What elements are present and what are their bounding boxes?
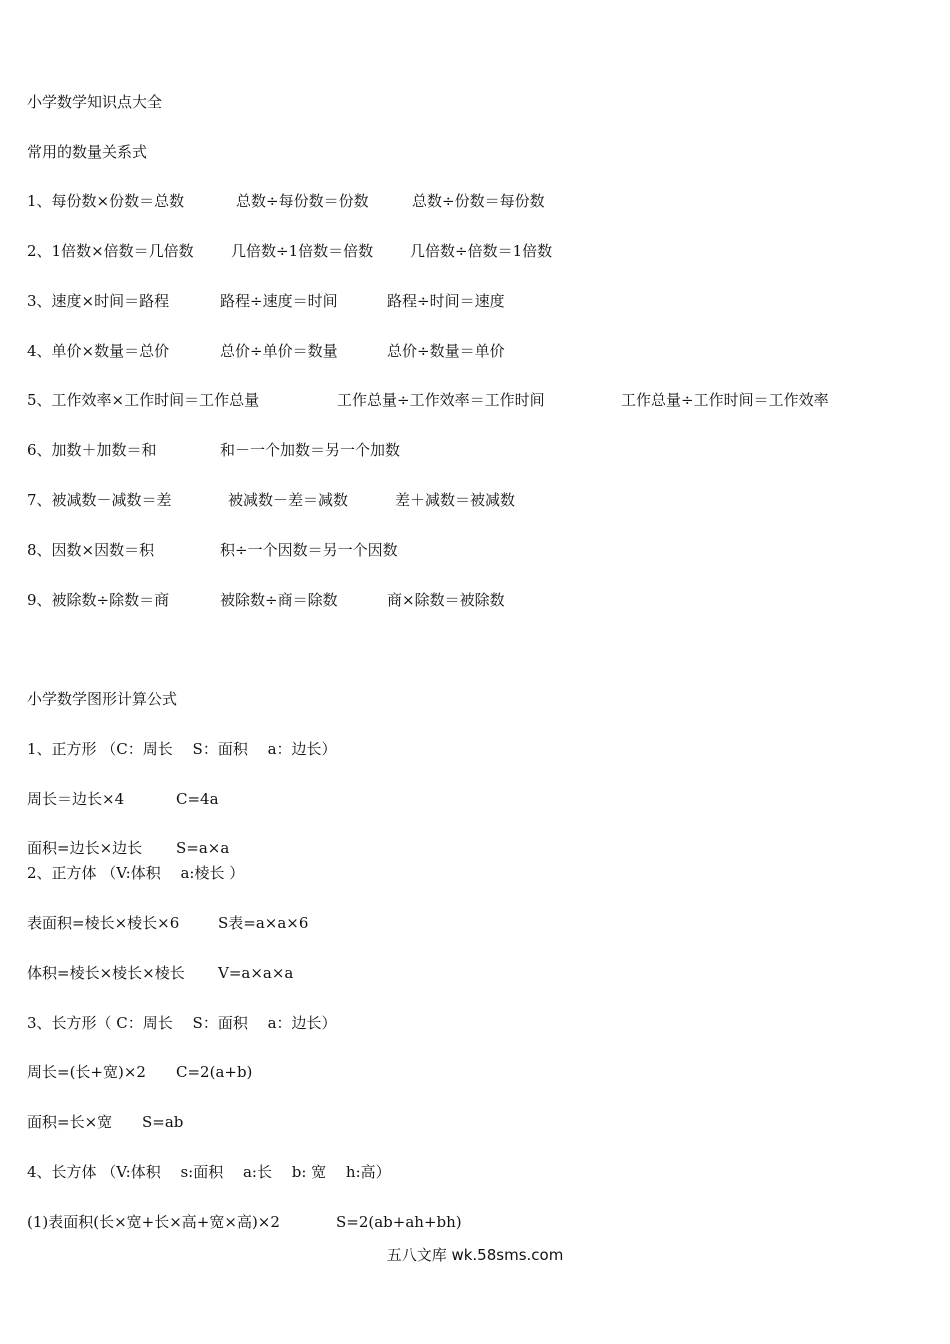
formula-symbolic: C=2(a+b) — [176, 1063, 253, 1081]
relation-formula: 总价÷数量＝单价 — [387, 342, 505, 360]
relation-formula: 5、工作效率×工作时间＝工作总量 — [27, 391, 260, 409]
relation-formula: 1、每份数×份数＝总数 — [27, 192, 185, 210]
relation-formula: 商×除数＝被除数 — [387, 591, 505, 609]
relation-formula: 8、因数×因数＝积 — [27, 541, 155, 559]
formula-text: 周长＝边长×4 — [27, 790, 125, 808]
cube-heading: 2、正方体 （V:体积 a:棱长 ） — [27, 864, 245, 882]
relation-formula: 被除数÷商＝除数 — [220, 591, 338, 609]
relation-formula: 7、被减数－减数＝差 — [27, 491, 172, 509]
formula-text: 体积=棱长×棱长×棱长 — [27, 964, 185, 982]
formula-symbolic: S=ab — [142, 1113, 184, 1131]
relation-formula: 路程÷速度＝时间 — [220, 292, 338, 310]
relation-formula: 积÷一个因数＝另一个因数 — [220, 541, 398, 559]
formula-text: 面积=边长×边长 — [27, 839, 143, 857]
formula-symbolic: S=2(ab+ah+bh) — [336, 1213, 462, 1231]
formula-text: 周长=(长+宽)×2 — [27, 1063, 146, 1081]
relation-formula: 3、速度×时间＝路程 — [27, 292, 170, 310]
relation-formula: 6、加数＋加数＝和 — [27, 441, 157, 459]
relation-formula: 被减数－差＝减数 — [228, 491, 349, 509]
relation-formula: 4、单价×数量＝总价 — [27, 342, 170, 360]
formula-symbolic: S表=a×a×6 — [218, 914, 309, 932]
relation-formula: 9、被除数÷除数＝商 — [27, 591, 170, 609]
relation-formula: 总价÷单价＝数量 — [220, 342, 338, 360]
formula-symbolic: V=a×a×a — [218, 964, 294, 982]
formula-text: 表面积=棱长×棱长×6 — [27, 914, 180, 932]
relation-formula: 几倍数÷倍数＝1倍数 — [410, 242, 553, 260]
formula-text: 面积=长×宽 — [27, 1113, 113, 1131]
relation-formula: 工作总量÷工作效率＝工作时间 — [337, 391, 545, 409]
square-heading: 1、正方形 （C：周长 S：面积 a：边长） — [27, 740, 337, 758]
formula-symbolic: S=a×a — [176, 839, 230, 857]
relation-formula: 几倍数÷1倍数＝倍数 — [231, 242, 374, 260]
relation-formula: 差＋减数＝被减数 — [395, 491, 516, 509]
cuboid-heading: 4、长方体 （V:体积 s:面积 a:长 b: 宽 h:高） — [27, 1163, 391, 1181]
formula-symbolic: C=4a — [176, 790, 219, 808]
relation-formula: 总数÷份数＝每份数 — [412, 192, 545, 210]
relation-formula: 路程÷时间＝速度 — [387, 292, 505, 310]
document-title: 小学数学知识点大全 — [27, 93, 163, 111]
page-footer: 五八文库 wk.58sms.com — [386, 1246, 564, 1264]
relation-formula: 总数÷每份数＝份数 — [236, 192, 369, 210]
relation-formula: 2、1倍数×倍数＝几倍数 — [27, 242, 194, 260]
section-title-relations: 常用的数量关系式 — [27, 143, 148, 161]
relation-formula: 和－一个加数＝另一个加数 — [220, 441, 401, 459]
relation-formula: 工作总量÷工作时间＝工作效率 — [621, 391, 829, 409]
formula-text: (1)表面积(长×宽+长×高+宽×高)×2 — [27, 1213, 280, 1231]
rect-heading: 3、长方形（ C：周长 S：面积 a：边长） — [27, 1014, 337, 1032]
section-title-shapes: 小学数学图形计算公式 — [27, 690, 178, 708]
